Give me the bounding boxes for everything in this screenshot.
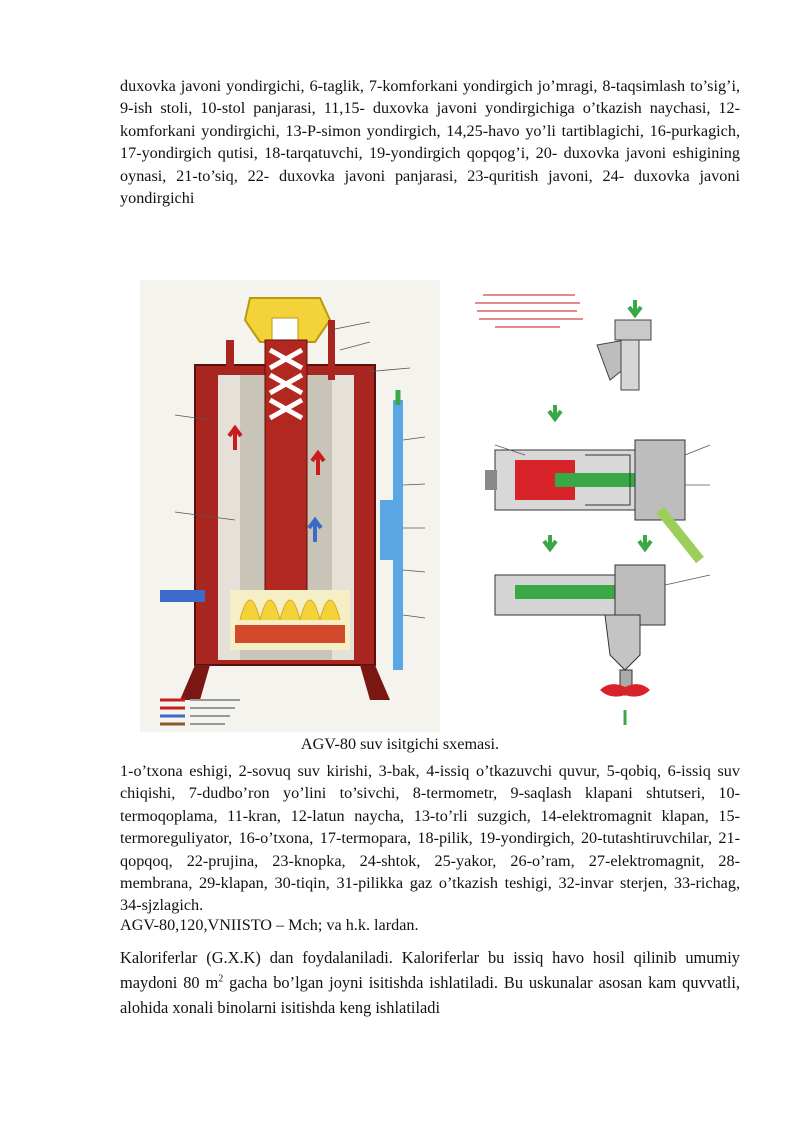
bottom-superscript: 2 [218, 973, 224, 985]
bottom-paragraph [120, 945, 740, 1020]
models-line: AGV-80,120,VNIISTO – Mch; va h.k. lardan. [120, 916, 419, 934]
cold-water-inlet [160, 590, 205, 602]
legend-paragraph: 1-o’txona eshigi, 2-sovuq suv kirishi, 3-bak, 4-issiq o’tkazuvchi quvur, 5-qobiq, 6-issiq suv chiqishi, 7-dudbo’ron yo’lini to’sivchi, 8-termometr, 9-saqlash klapani shtutseri, 10-termoqoplama, 11-kran, 12-latun naycha, 13-to’rli suzgich, 14-elektromagnit klapan, 15-termoreguliyator, 16-o’txona, 17-termopara, 18-pilik, 19-yondirgich, 20-tutashtiruvchilar, 21-qopqoq, 22-prujina, 23-knopka, 24-shtok, 25-yakor, 26-o’ram, 27-elektromagnit, 28-membrana, 29-klapan, 30-tiqin, 31-pilikka gaz o’tkazish teshigi, 32-invar sterjen, 33-richag, 34-sjzlagich. [120, 762, 740, 915]
automation-unit-svg [465, 285, 720, 735]
figure-caption: AGV-80 suv isitgichi sxemasi. [300, 735, 500, 753]
cold-water-pipe [393, 400, 403, 670]
burner [235, 625, 345, 643]
water-heater-svg [140, 280, 440, 732]
bottom-text-b: gacha bo’lgan joyni isitishda ishlatiladi. Bu uskunalar asosan kam quvvatli, alohida xonali binolarni isitishda keng ishlatiladi [120, 973, 740, 1017]
top-paragraph: duxovka javoni yondirgichi, 6-taglik, 7-komforkani yondirgich jo’mragi, 8-taqsimlash to’sig’i, 9-ish stoli, 10-stol panjarasi, 11,15- duxovka javoni yondirgichiga o’tkazish naychasi, 12- komforkani yondirgichi, 13-P-simon yondirgich, 14,25-havo yo’li tartiblagichi, 16-purkagich, 17-yondirgich qutisi, 18-tarqatuvchi, 19-yondirgich qopqog’i, 20- duxovka javoni eshigining oynasi, 21-to’siq, 22- duxovka javoni panjarasi, 23-quritish javoni, 24- duxovka javoni yondirgichi [120, 77, 740, 208]
automation-unit-diagram [465, 285, 720, 735]
water-heater-diagram [140, 280, 440, 732]
flue-pipe [265, 340, 307, 610]
bottom-text-a: Kaloriferlar (G.X.K) dan foydalaniladi. Kaloriferlar bu issiq havo hosil qilinib umumiy maydoni 80 m [120, 948, 740, 992]
